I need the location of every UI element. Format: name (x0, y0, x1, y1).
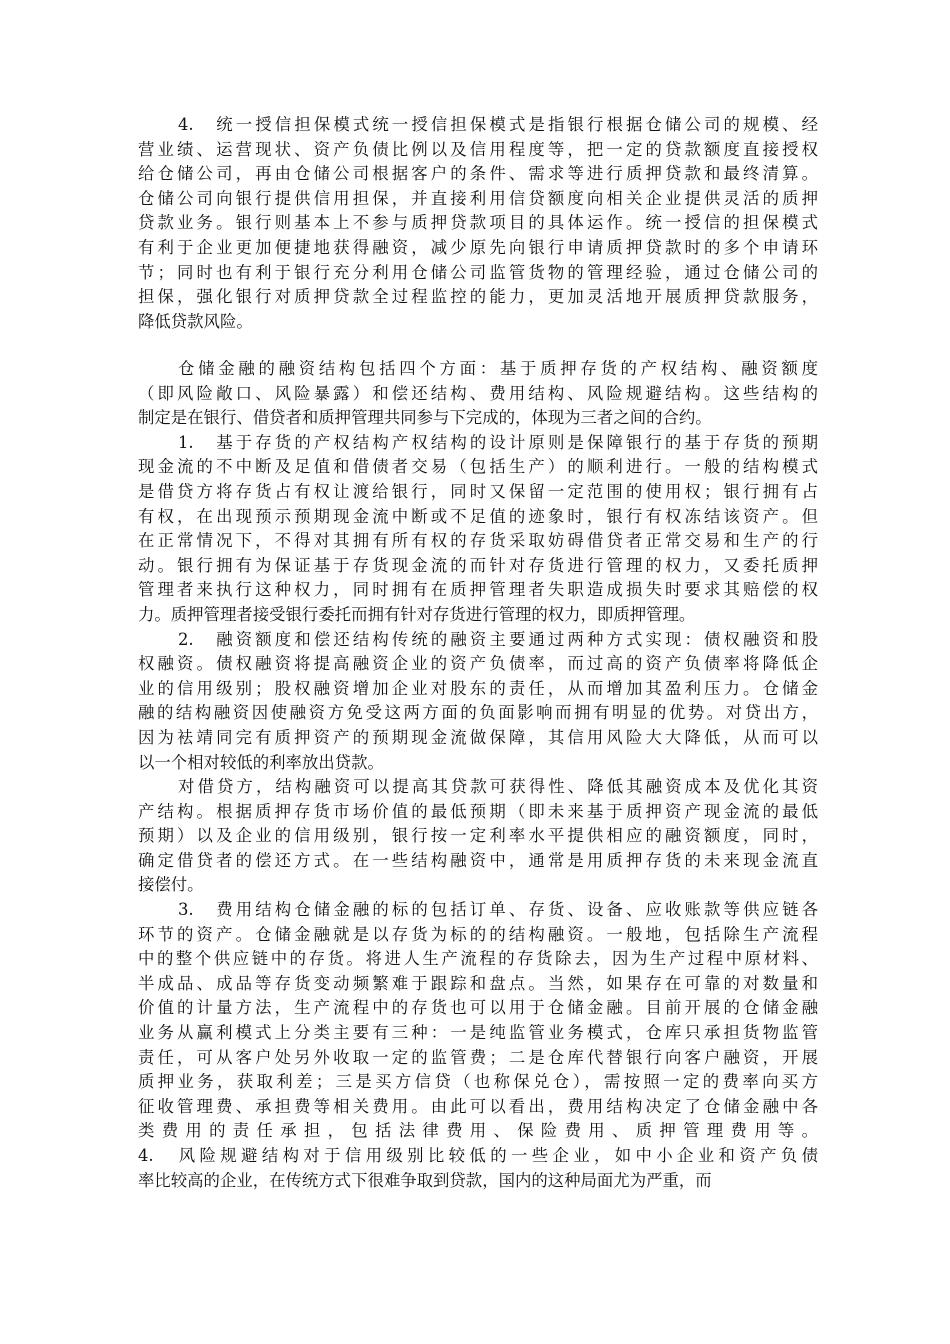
text-line: 1. 基于存货的产权结构产权结构的设计原则是保障银行的基于存货的预期 (178, 432, 818, 452)
text-line: 3. 费用结构仓储金融的标的包括订单、存货、设备、应收账款等供应链各 (178, 900, 818, 920)
text-line: 产结构。根据质押存货市场价值的最低预期（即未来基于质押资产现金流的最低 (138, 801, 818, 821)
section-financing-structure (138, 357, 818, 1242)
text-line: （即风险敞口、风险暴露）和偿还结构、费用结构、风险规避结构。这些结构的 (138, 383, 818, 403)
text-line: 业务从赢利模式上分类主要有三种：一是纯监管业务模式，仓库只承担货物监管 (138, 1023, 818, 1043)
text-line: 预期）以及企业的信用级别，银行按一定利率水平提供相应的融资额度，同时， (138, 826, 818, 846)
text-line: 以一个相对较低的利率放出贷款。 (138, 752, 384, 772)
text-line: 权融资。债权融资将提高融资企业的资产负债率，而过高的资产负债率将降低企 (138, 654, 818, 674)
text-line: 动。银行拥有为保证基于存货现金流的而针对存货进行管理的权力，又委托质押 (138, 555, 818, 575)
section-unified-credit-guarantee (138, 113, 818, 334)
text-line: 担保，强化银行对质押贷款全过程监控的能力，更加灵活地开展质押贷款服务， (138, 287, 818, 307)
text-line: 接偿付。 (138, 875, 204, 895)
text-line: 降低贷款风险。 (138, 311, 253, 331)
text-line: 中的整个供应链中的存货。将进人生产流程的存货除去，因为生产过程中原材料、 (138, 949, 818, 969)
text-line: 率比较高的企业，在传统方式下很难争取到贷款，国内的这种局面尤为严重，而 (138, 1170, 712, 1190)
text-line (138, 1218, 818, 1243)
text-line: 征收管理费、承担费等相关费用。由此可以看出，费用结构决定了仓储金融中各 (138, 1096, 818, 1116)
text-line: 在正常情况下，不得对其拥有所有权的存货采取妨碍借贷者正常交易和生产的行 (138, 531, 818, 551)
text-line: 制定是在银行、借贷者和质押管理共同参与下完成的，体现为三者之间的合约。 (138, 408, 712, 428)
text-line: 4. 统一授信担保模式统一授信担保模式是指银行根据仓储公司的规模、经 (178, 115, 818, 134)
text-line: 贷款业务。银行则基本上不参与质押贷款项目的具体运作。统一授信的担保模式 (138, 213, 818, 233)
text-line: 业的信用级别；股权融资增加企业对股东的责任，从而增加其盈利压力。仓储金 (138, 678, 818, 698)
text-line: 4. 风险规避结构对于信用级别比较低的一些企业，如中小企业和资产负债 (138, 1146, 818, 1165)
text-line: 给仓储公司，再由仓储公司根据客户的条件、需求等进行质押贷款和最终清算。 (138, 164, 818, 184)
text-line (138, 1193, 818, 1218)
text-line: 有权，在出现预示预期现金流中断或不足值的迹象时，银行有权冻结该资产。但 (138, 506, 818, 526)
text-line: 半成品、成品等存货变动频繁难于跟踪和盘点。当然，如果存在可靠的对数量和 (138, 973, 818, 993)
text-line: 确定借贷者的偿还方式。在一些结构融资中，通常是用质押存货的未来现金流直 (138, 850, 818, 870)
text-line: 有利于企业更加便捷地获得融资，减少原先向银行申请质押贷款时的多个申请环 (138, 237, 818, 257)
text-line: 营业绩、运营现状、资产负债比例以及信用程度等，把一定的贷款额度直接授权 (138, 139, 818, 159)
text-line: 融的结构融资因使融资方免受这两方面的负面影响而拥有明显的优势。对贷出方， (138, 703, 818, 723)
text-line: 管理者来执行这种权力，同时拥有在质押管理者失职造成损失时要求其赔偿的权 (138, 580, 818, 600)
text-line: 价值的计量方法，生产流程中的存货也可以用于仓储金融。目前开展的仓储金融 (138, 998, 818, 1018)
text-line: 力。质押管理者接受银行委托而拥有针对存货进行管理的权力，即质押管理。 (138, 604, 696, 624)
text-line: 类费用的责任承担，包括法律费用、保险费用、质押管理费用等。 (138, 1121, 818, 1141)
text-line: 仓储金融的融资结构包括四个方面：基于质押存货的产权结构、融资额度 (178, 359, 818, 378)
text-line: 对借贷方，结构融资可以提高其贷款可获得性、降低其融资成本及优化其资 (178, 777, 818, 797)
text-line: 质押业务，获取利差；三是买方信贷（也称保兑仓），需按照一定的费率向买方 (138, 1072, 818, 1092)
text-line: 节；同时也有利于银行充分利用仓储公司监管货物的管理经验，通过仓储公司的 (138, 262, 818, 282)
text-line: 因为袪靖同完有质押资产的预期现金流做保障，其信用风险大大降低，从而可以 (138, 727, 818, 747)
text-line: 是借贷方将存货占有权让渡给银行，同时又保留一定范围的使用权；银行拥有占 (138, 481, 818, 501)
text-line: 2. 融资额度和偿还结构传统的融资主要通过两种方式实现：债权融资和股 (178, 629, 818, 649)
text-line: 仓储公司向银行提供信用担保，并直接利用信贷额度向相关企业提供灵活的质押 (138, 188, 818, 208)
text-line: 现金流的不中断及足值和借债者交易（包括生产）的顺利进行。一般的结构模式 (138, 457, 818, 477)
text-line: 责任，可从客户处另外收取一定的监管费；二是仓库代替银行向客户融资，开展 (138, 1047, 818, 1067)
text-line: 环节的资产。仓储金融就是以存货为标的的结构融资。一般地，包括除生产流程 (138, 924, 818, 944)
